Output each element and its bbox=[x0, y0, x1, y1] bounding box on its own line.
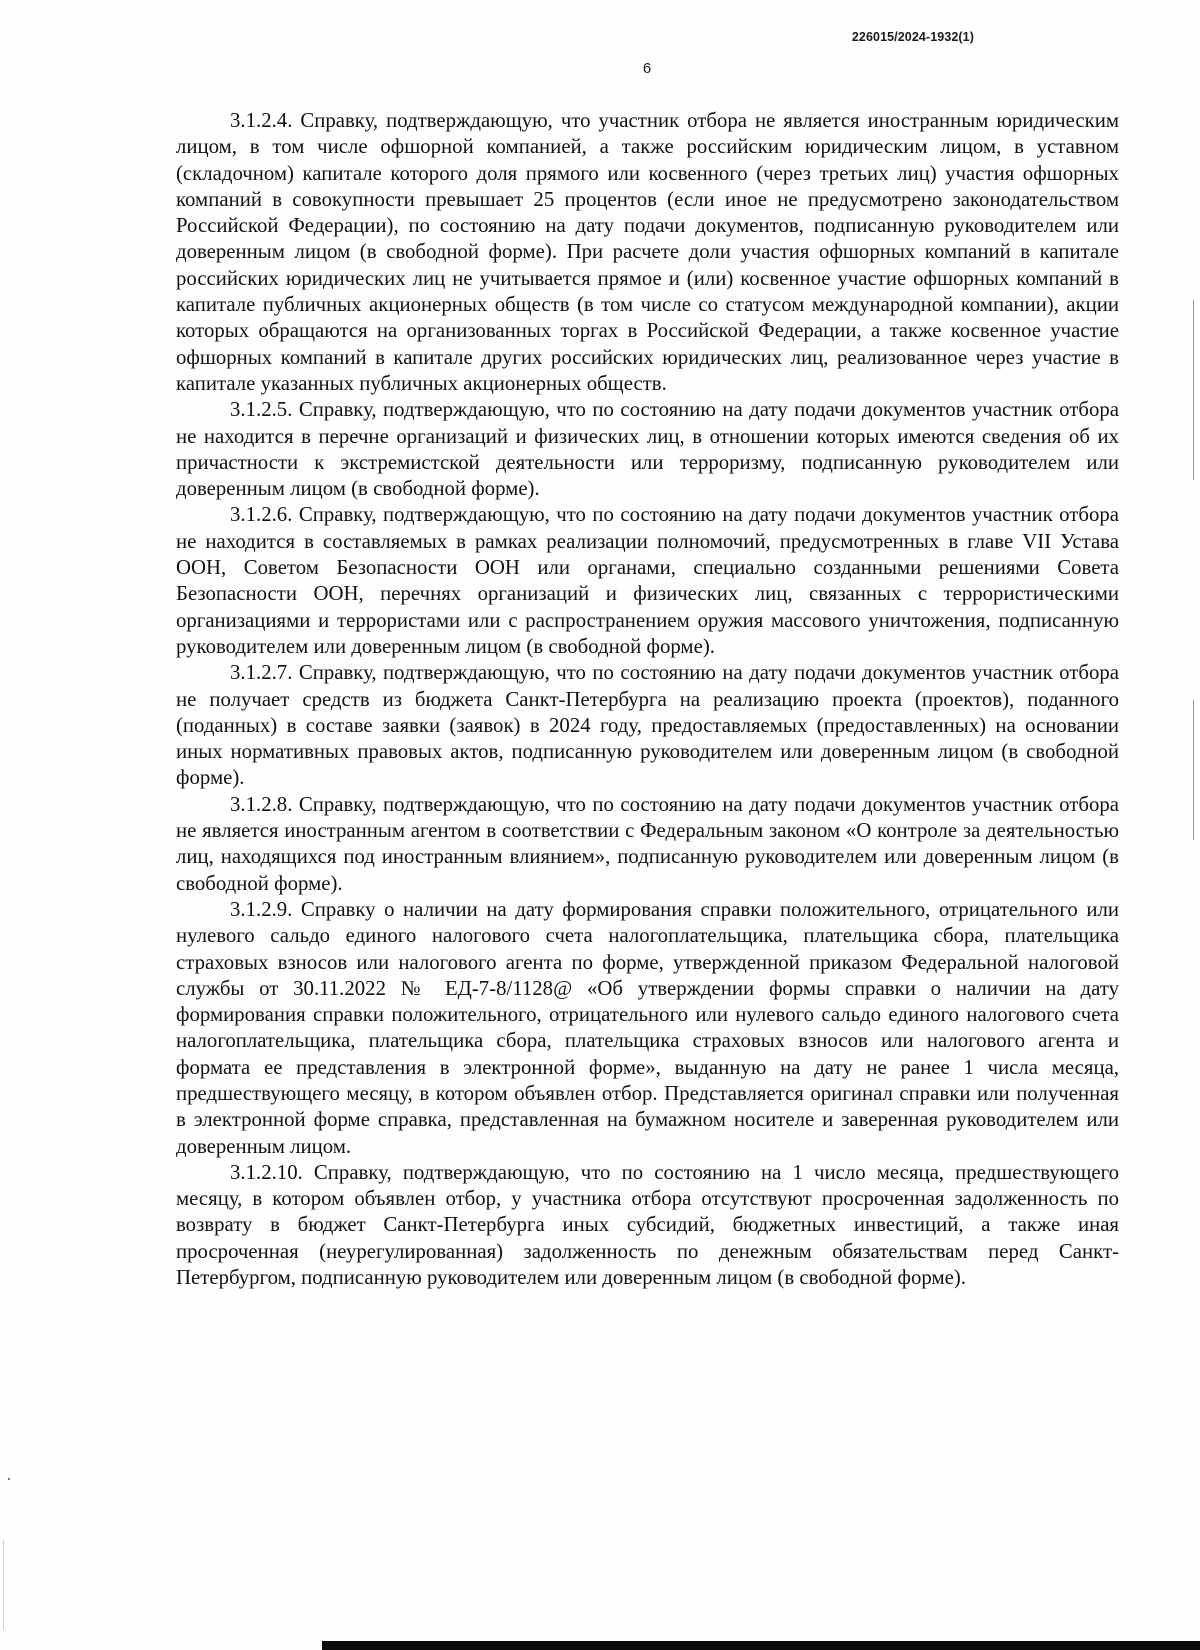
paragraph-3-1-2-4: 3.1.2.4. Справку, подтверждающую, что участник отбора не является иностранным юридическим лицом, в том числе офшорной компанией, а также российским юридическим лицом, в уставном (складочном) капитале которого доля прямого или косвенного (через третьих лиц) участия офшорных компаний в совокупности превышает 25 процентов (если иное не предусмотрено законодательством Российской Федерации), по состоянию на дату подачи документов, подписанную руководителем или доверенным лицом (в свободной форме). При расчете доли участия офшорных компаний в капитале российских юридических лиц не учитывается прямое и (или) косвенное участие офшорных компаний в капитале публичных акционерных обществ (в том числе со статусом международной компании), акции которых обращаются на организованных торгах в Российской Федерации, а также косвенное участие офшорных компаний в капитале других российских юридических лиц, реализованное через участие в капитале указанных публичных акционерных обществ. bbox=[176, 109, 1119, 395]
scan-edge-mark bbox=[1193, 300, 1194, 480]
paragraph-3-1-2-6: 3.1.2.6. Справку, подтверждающую, что по состоянию на дату подачи документов участник отбора не находится в составляемых в рамках реализации полномочий, предусмотренных в главе VII Устава ООН, Советом Безопасности ООН или органами, специально созданными решениями Совета Безопасности ООН, перечнях организаций и физических лиц, связанных с террористическими организациями и террористами или с распространением оружия массового уничтожения, подписанную руководителем или доверенным лицом (в свободной форме). bbox=[176, 503, 1119, 658]
paragraph-3-1-2-7: 3.1.2.7. Справку, подтверждающую, что по состоянию на дату подачи документов участник отбора не получает средств из бюджета Санкт-Петербурга на реализацию проекта (проектов), поданного (поданных) в составе заявки (заявок) в 2024 году, предоставляемых (предоставленных) на основании иных нормативных правовых актов, подписанную руководителем или доверенным лицом (в свободной форме). bbox=[176, 661, 1119, 790]
scan-bottom-edge bbox=[322, 1641, 1200, 1650]
document-registration-number: 226015/2024-1932(1) bbox=[851, 30, 974, 44]
document-body bbox=[176, 108, 1119, 1291]
scan-left-edge bbox=[3, 1540, 4, 1630]
paragraph-3-1-2-8: 3.1.2.8. Справку, подтверждающую, что по состоянию на дату подачи документов участник отбора не является иностранным агентом в соответствии с Федеральным законом «О контроле за деятельностью лиц, находящихся под иностранным влиянием», подписанную руководителем или доверенным лицом (в свободной форме). bbox=[176, 792, 1119, 895]
paragraph-3-1-2-5: 3.1.2.5. Справку, подтверждающую, что по состоянию на дату подачи документов участник отбора не находится в перечне организаций и физических лиц, в отношении которых имеются сведения об их причастности к экстремистской деятельности или терроризму, подписанную руководителем или доверенным лицом (в свободной форме). bbox=[176, 398, 1119, 501]
scan-dust-mark bbox=[8, 1478, 10, 1480]
paragraph-3-1-2-10: 3.1.2.10. Справку, подтверждающую, что по состоянию на 1 число месяца, предшествующего месяцу, в котором объявлен отбор, у участника отбора отсутствуют просроченная задолженность по возврату в бюджет Санкт-Петербурга иных субсидий, бюджетных инвестиций, а также иная просроченная (неурегулированная) задолженность по денежным обязательствам перед Санкт-Петербургом, подписанную руководителем или доверенным лицом (в свободной форме). bbox=[176, 1160, 1119, 1290]
scan-edge-mark bbox=[1193, 700, 1194, 840]
page-number: 6 bbox=[642, 60, 652, 77]
paragraph-3-1-2-9: 3.1.2.9. Справку о наличии на дату формирования справки положительного, отрицательного или нулевого сальдо единого налогового счета налогоплательщика, плательщика сбора, плательщика страховых взносов или налогового агента по форме, утвержденной приказом Федеральной налоговой службы от 30.11.2022 № ЕД-7-8/1128@ «Об утверждении формы справки о наличии на дату формирования справки положительного, отрицательного или нулевого сальдо единого налогового счета налогоплательщика, плательщика сбора, плательщика страховых взносов или налогового агента и формата ее представления в электронной форме», выданную на дату не ранее 1 числа месяца, предшествующего месяцу, в котором объявлен отбор. Представляется оригинал справки или полученная в электронной форме справка, представленная на бумажном носителе и заверенная руководителем или доверенным лицом. bbox=[176, 897, 1119, 1158]
